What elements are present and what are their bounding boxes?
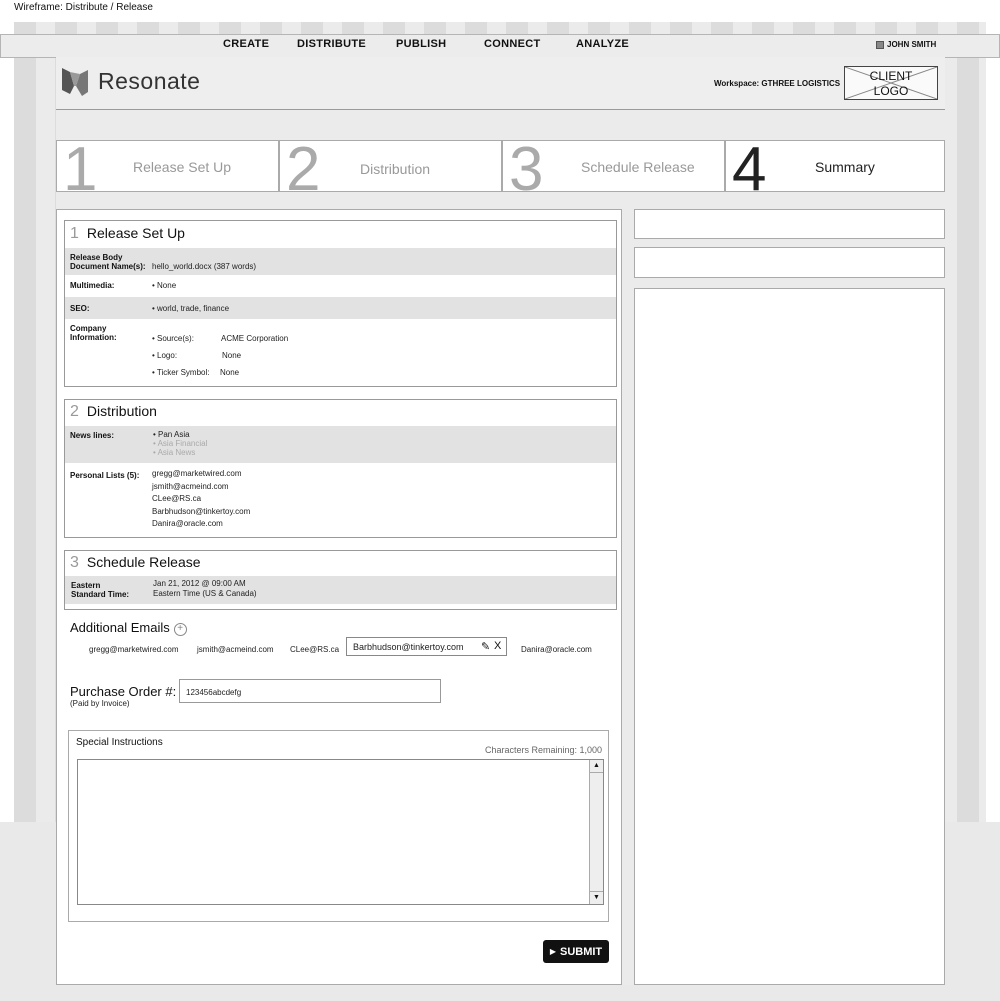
section-distribution	[64, 399, 617, 538]
row-schedule	[65, 576, 616, 604]
close-icon[interactable]: X	[494, 640, 502, 652]
row-release-body	[65, 248, 616, 275]
step-label: Schedule Release	[581, 159, 695, 175]
schedule-timezone-label: Eastern Standard Time:	[71, 581, 130, 599]
step-schedule-release[interactable]	[502, 135, 725, 204]
logo-value: None	[222, 351, 242, 360]
personal-list-item: jsmith@acmeind.com	[152, 482, 229, 491]
personal-lists-label: Personal Lists (5):	[70, 471, 140, 480]
nav-connect[interactable]: CONNECT	[484, 38, 541, 50]
side-box-2	[634, 247, 945, 278]
source-label: • Source(s):	[152, 334, 194, 343]
additional-email-item[interactable]: jsmith@acmeind.com	[197, 645, 274, 654]
personal-list-item: Danira@oracle.com	[152, 519, 223, 528]
step-label: Release Set Up	[133, 159, 232, 175]
step-distribution[interactable]	[279, 135, 502, 204]
play-arrow-icon: ▶	[549, 947, 556, 956]
step-release-setup[interactable]	[56, 135, 279, 204]
resonate-logo-icon	[60, 66, 90, 98]
scroll-up-icon[interactable]: ▲	[590, 760, 603, 773]
nav-analyze[interactable]: ANALYZE	[576, 38, 630, 50]
user-menu[interactable]	[876, 40, 936, 49]
purchase-order-input[interactable]: 123456abcdefg	[179, 679, 441, 703]
news-line-item: • Pan Asia	[153, 430, 190, 439]
scroll-down-icon[interactable]: ▼	[590, 891, 603, 904]
row-news-lines	[65, 426, 616, 463]
seo-label: SEO:	[70, 304, 90, 313]
company-info-label: Company Information:	[70, 324, 117, 342]
multimedia-value: • None	[152, 281, 177, 290]
submit-button[interactable]	[543, 940, 609, 963]
side-box-1	[634, 209, 945, 239]
ticker-value: None	[220, 368, 240, 377]
logo-label: • Logo:	[152, 351, 178, 360]
nav-publish[interactable]: PUBLISH	[396, 38, 447, 50]
characters-remaining: Characters Remaining: 1,000	[484, 745, 602, 755]
nav-create[interactable]: CREATE	[223, 38, 270, 50]
news-line-item: • Asia Financial	[153, 439, 208, 448]
textarea-scrollbar[interactable]	[589, 760, 603, 904]
side-panel	[634, 288, 945, 985]
schedule-datetime: Jan 21, 2012 @ 09:00 AM	[153, 579, 246, 588]
workspace-label: Workspace: GTHREE LOGISTICS	[714, 79, 841, 88]
additional-email-item[interactable]: gregg@marketwired.com	[89, 645, 179, 654]
personal-list-item: CLee@RS.ca	[152, 494, 202, 503]
section-schedule-release	[64, 550, 617, 610]
section-title: 2 Distribution	[70, 403, 157, 420]
section-release-setup	[64, 220, 617, 387]
add-email-icon[interactable]: +	[174, 623, 187, 636]
personal-list-item: Barbhudson@tinkertoy.com	[152, 507, 251, 516]
additional-email-item[interactable]: Danira@oracle.com	[521, 645, 592, 654]
user-icon	[876, 41, 884, 49]
client-logo	[844, 66, 938, 100]
step-number: 4	[732, 135, 767, 204]
step-label: Distribution	[360, 161, 431, 177]
additional-email-edit-value[interactable]: Barbhudson@tinkertoy.com	[353, 642, 464, 652]
step-label: Summary	[815, 159, 875, 175]
wireframe-caption: Wireframe: Distribute / Release	[14, 2, 153, 13]
brand-name: Resonate	[98, 68, 201, 94]
pencil-icon[interactable]: ✎	[481, 641, 491, 653]
source-value: ACME Corporation	[221, 334, 289, 343]
multimedia-label: Multimedia:	[70, 281, 115, 290]
special-instructions-box	[68, 730, 609, 922]
row-seo	[65, 297, 616, 319]
client-logo-line1: CLIENT	[869, 69, 913, 83]
additional-emails-heading	[70, 620, 187, 636]
user-name: JOHN SMITH	[887, 40, 937, 49]
schedule-timezone: Eastern Time (US & Canada)	[153, 589, 257, 598]
seo-value: • world, trade, finance	[152, 304, 230, 313]
news-lines-label: News lines:	[70, 431, 115, 440]
purchase-order-label: Purchase Order #:	[70, 684, 177, 699]
special-instructions-title: Special Instructions	[76, 737, 163, 748]
section-title: 3 Schedule Release	[70, 554, 201, 571]
ticker-label: • Ticker Symbol:	[152, 368, 210, 377]
release-body-label: Release Body Document Name(s):	[70, 253, 146, 271]
step-number: 2	[286, 135, 321, 204]
news-line-item: • Asia News	[153, 448, 196, 457]
personal-list-item: gregg@marketwired.com	[152, 469, 242, 478]
step-number: 3	[509, 135, 544, 204]
purchase-order-sublabel: (Paid by Invoice)	[70, 699, 130, 708]
release-body-value: hello_world.docx (387 words)	[152, 262, 257, 271]
step-summary[interactable]	[725, 135, 945, 204]
additional-email-item[interactable]: CLee@RS.ca	[290, 645, 340, 654]
step-number: 1	[63, 135, 98, 204]
special-instructions-textarea[interactable]	[77, 759, 604, 905]
submit-label: SUBMIT	[559, 945, 603, 958]
nav-distribute[interactable]: DISTRIBUTE	[297, 38, 366, 50]
section-title: 1 Release Set Up	[70, 225, 185, 242]
additional-emails-title: Additional Emails	[70, 620, 170, 635]
additional-email-edit-field[interactable]	[346, 637, 507, 656]
client-logo-line2: LOGO	[873, 84, 909, 98]
